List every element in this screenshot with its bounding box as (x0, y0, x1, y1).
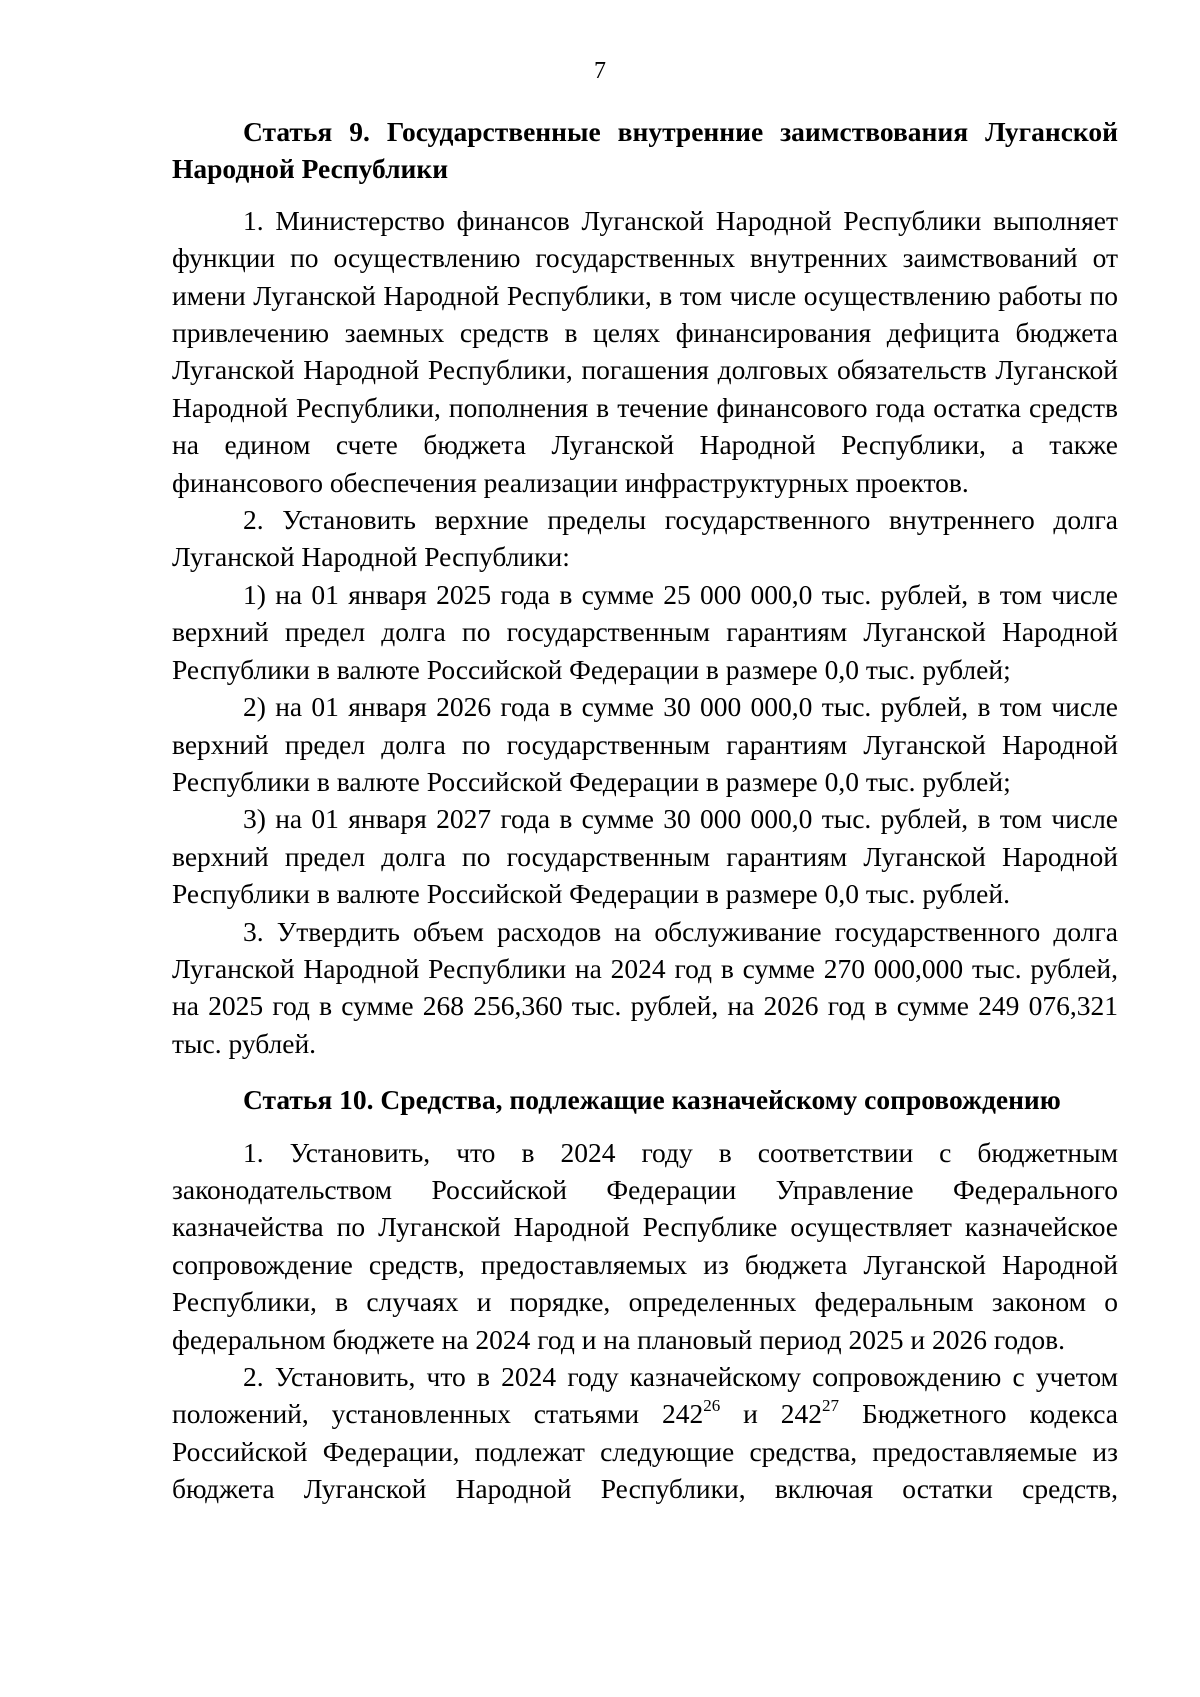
article-10-heading: Статья 10. Средства, подлежащие казначейскому сопровождению (243, 1084, 1061, 1116)
article-9-paragraph-2-item-1: 1) на 01 января 2025 года в сумме 25 000 000,0 тыс. рублей, в том числе верхний предел долга по государственным гарантиям Луганской Народной Республики в валюте Российской Федерации в размере 0,0 тыс. рублей; (172, 578, 1118, 685)
page-number: 7 (594, 58, 606, 84)
article-reference-superscript-27: 27 (822, 1396, 840, 1416)
article-9-heading: Статья 9. Государственные внутренние заимствования Луганской Народной Республики (172, 116, 1118, 185)
article-10-paragraph-2-text-c: Бюджетного кодекса Российской Федерации, подлежат следующие средства, предоставляемые из бюджета Луганской Народной Республики, включая остатки средств, (172, 1398, 1118, 1505)
article-9-paragraph-2-item-2: 2) на 01 января 2026 года в сумме 30 000 000,0 тыс. рублей, в том числе верхний предел долга по государственным гарантиям Луганской Народной Республики в валюте Российской Федерации в размере 0,0 тыс. рублей; (172, 691, 1118, 797)
article-10-paragraph-2 (172, 1358, 1118, 1508)
article-reference-superscript-26: 26 (703, 1396, 721, 1416)
article-10-paragraph-2-text-b: и 242 (720, 1398, 823, 1430)
article-9-paragraph-3: 3. Утвердить объем расходов на обслуживание государственного долга Луганской Народной Республики на 2024 год в сумме 270 000,000 тыс. рублей, на 2025 год в сумме 268 256,360 тыс. рублей, на 2026 год в сумме 249 076,321 тыс. рублей. (172, 915, 1118, 1059)
article-9-paragraph-2: 2. Установить верхние пределы государственного внутреннего долга Луганской Народной Республики: (172, 504, 1118, 573)
article-10-paragraph-2-text-a: 2. Установить, что в 2024 году казначейскому сопровождению с учетом положений, установленных статьями 242 (172, 1361, 1118, 1430)
document-body (172, 113, 1118, 1508)
article-9-paragraph-2-item-3: 3) на 01 января 2027 года в сумме 30 000 000,0 тыс. рублей, в том числе верхний предел долга по государственным гарантиям Луганской Народной Республики в валюте Российской Федерации в размере 0,0 тыс. рублей. (172, 803, 1118, 910)
article-9-paragraph-1: 1. Министерство финансов Луганской Народной Республики выполняет функции по осуществлению государственных внутренних заимствований от имени Луганской Народной Республики, в том числе осуществлению работы по привлечению заемных средств в целях финансирования дефицита бюджета Луганской Народной Республики, погашения долговых обязательств Луганской Народной Республики, пополнения в течение финансового года остатка средств на едином счете бюджета Луганской Народной Республики, а также финансового обеспечения реализации инфраструктурных проектов. (172, 204, 1118, 498)
article-10-paragraph-1: 1. Установить, что в 2024 году в соответствии с бюджетным законодательством Российской Федерации Управление Федерального казначейства по Луганской Народной Республике осуществляет казначейское сопровождение средств, предоставляемых из бюджета Луганской Народной Республики, в случаях и порядке, определенных федеральным законом о федеральном бюджете на 2024 год и на плановый период 2025 и 2026 годов. (172, 1136, 1118, 1355)
